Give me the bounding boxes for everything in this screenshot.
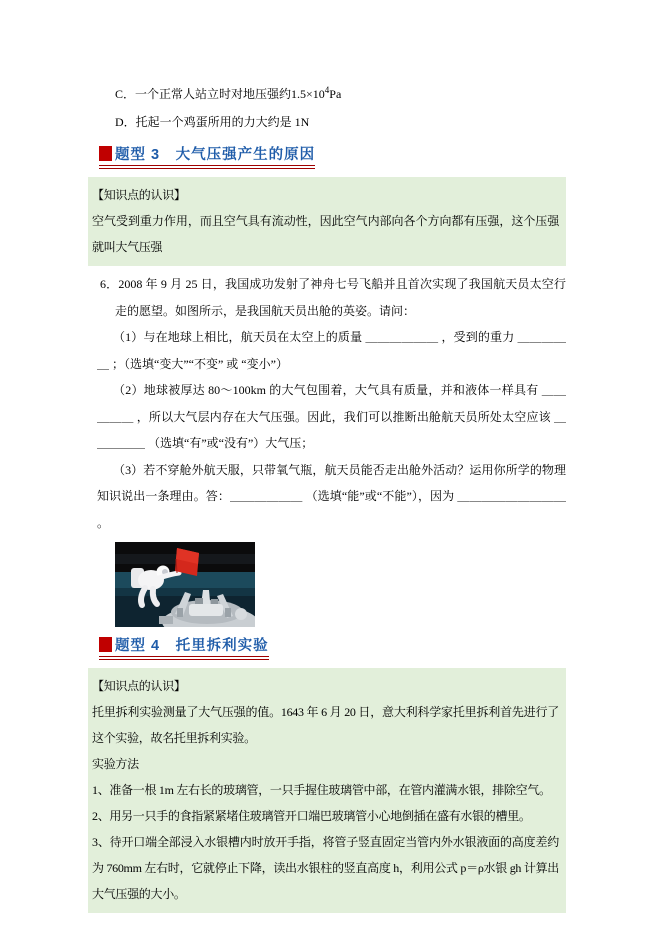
knowledge-box-title: 【知识点的认识】 [92,188,186,202]
red-square-icon [99,637,112,652]
knowledge-box-title: 【知识点的认识】 [92,679,186,693]
knowledge-box-body: 空气受到重力作用，而且空气具有流动性，因此空气内部向各个方向都有压强，这个压强就叫大气压强 [92,214,559,254]
question-6-part3: （3）若不穿舱外航天服，只带氧气瓶，航天员能否走出舱外活动？运用你所学的物理知识说出一条理由。答：＿＿＿＿＿＿ （选填“能”或“不能”），因为 ＿＿＿＿＿＿＿＿＿ 。 [97,462,566,530]
topic4-heading-label: 题型 4 托里拆利实验 [115,638,269,654]
option-c-superscript: 4 [324,85,330,95]
topic3-heading [99,143,315,169]
option-c [115,76,566,108]
astronaut-spacewalk-photo [115,542,255,627]
option-d-text: D．托起一个鸡蛋所用的力大约是 1N [115,115,310,129]
topic4-heading [99,634,269,660]
choice-options [88,76,566,136]
option-d [115,108,566,136]
topic4-heading-row [99,634,566,660]
topic3-heading-row [99,143,566,169]
option-c-unit: Pa [329,87,342,101]
question-6-part1: （1）与在地球上相比，航天员在太空上的质量 ＿＿＿＿＿＿ ，受到的重力 ＿＿＿＿＿ ；（选填“变大”“不变” 或 “变小”） [97,330,566,371]
question-6 [88,271,566,536]
kb4-line-history: 托里拆利实验测量了大气压强的值。1643 年 6 月 20 日，意大利科学家托里拆利首先进行了这个实验，故名托里拆利实验。 [92,705,559,745]
knowledge-box-topic3 [88,177,566,266]
red-square-icon [99,146,112,161]
document-content [88,76,566,913]
topic3-heading-label: 题型 3 大气压强产生的原因 [115,147,316,163]
question-6-part2: （2）地球被厚达 80～100km 的大气包围着，大气具有质量，并和液体一样具有 ＿＿＿＿＿ ，所以大气层内存在大气压强。因此，我们可以推断出舱航天员所处太空应该 ＿＿＿＿＿ （选填“有”或“没有”）大气压； [97,383,566,450]
kb4-line-method-label: 实验方法 [92,757,139,771]
flag-shape [175,548,199,576]
question-6-intro: 6．2008 年 9 月 25 日，我国成功发射了神舟七号飞船并且首次实现了我国航天员太空行走的愿望。如图所示，是我国航天员出舱的英姿。请问： [100,277,566,318]
kb4-line-step1: 1、准备一根 1m 左右长的玻璃管，一只手握住玻璃管中部，在管内灌满水银，排除空气。 [92,783,551,797]
option-c-text: C．一个正常人站立时对地压强约1.5×10 [115,87,325,101]
kb4-line-step2: 2、用另一只手的食指紧紧堵住玻璃管开口端巴玻璃管小心地倒插在盛有水银的槽里。 [92,809,531,823]
kb4-line-step3: 3、待开口端全部浸入水银槽内时放开手指，将管子竖直固定当管内外水银液面的高度差约为 760mm 左右时，它就停止下降，读出水银柱的竖直高度 h，利用公式 p＝ρ水银 gh 计算出大气压强的大小。 [92,835,559,901]
knowledge-box-topic4 [88,668,566,913]
